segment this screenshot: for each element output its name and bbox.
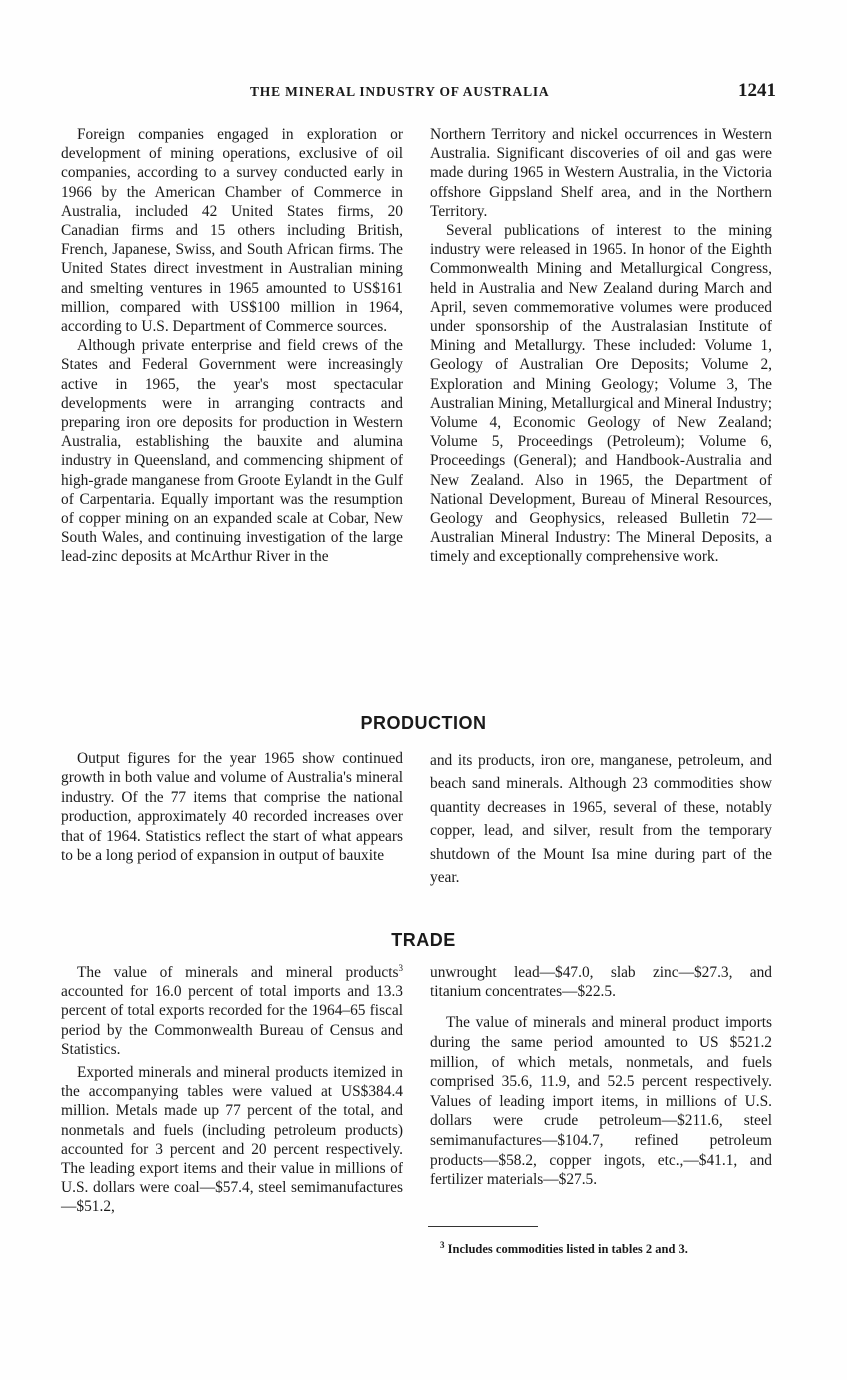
paragraph: Exported minerals and mineral products itemized in the accompanying tables were valued at US$384.4 million. Metals made up 77 percent of the total, and nonmetals and fuels (including petroleum products) accounted for 3 percent and 20 percent respectively. The leading export items and their value in millions of U.S. dollars were coal—$57.4, steel semimanufactures—$51.2, — [61, 1064, 403, 1216]
paragraph: and its products, iron ore, manganese, petroleum, and beach sand minerals. Although 23 commodities show quantity decreases in 1965, several of these, notably copper, lead, and silver, result from the temporary shutdown of the Mount Isa mine during part of the year. — [430, 752, 772, 887]
paragraph — [61, 963, 403, 1059]
production-right-column — [430, 749, 772, 889]
paragraph: Output figures for the year 1965 show continued growth in both value and volume of Australia's mineral industry. Of the 77 items that comprise the national production, approximately 40 recorded increases over that of 1964. Statistics reflect the start of what appears to be a long period of expansion in output of bauxite — [61, 750, 403, 865]
production-left-column — [61, 749, 403, 865]
paragraph: Several publications of interest to the mining industry were released in 1965. In honor of the Eighth Commonwealth Mining and Metallurgical Congress, held in Australia and New Zealand during March and April, seven commemorative volumes were produced under sponsorship of the Australasian Institute of Mining and Metallurgy. These included: Volume 1, Geology of Australian Ore Deposits; Volume 2, Exploration and Mining Geology; Volume 3, The Australian Mining, Metallurgical and Mineral Industry; Volume 4, Economic Geology of New Zealand; Volume 5, Proceedings (Petroleum); Volume 6, Proceedings (General); and Handbook-Australia and New Zealand. Also in 1965, the Department of National Development, Bureau of Mineral Resources, Geology and Geophysics, released Bulletin 72—Australian Mineral Industry: The Mineral Deposits, a timely and exceptionally comprehensive work. — [430, 222, 772, 566]
text-span: The value of minerals and mineral products — [77, 964, 399, 981]
footnote-rule — [428, 1226, 538, 1227]
trade-right-column — [430, 963, 772, 1190]
section-heading-trade: TRADE — [391, 930, 456, 950]
footnote-text: Includes commodities listed in tables 2 and 3. — [444, 1242, 688, 1256]
intro-left-column — [61, 125, 403, 567]
page-number: 1241 — [738, 80, 776, 101]
paragraph: Although private enterprise and field crews of the States and Federal Government were increasingly active in 1965, the year's most spectacular developments were in arranging contracts and preparing iron ore deposits for production in Western Australia, establishing the bauxite and alumina industry in Queensland, and commencing shipment of high-grade manganese from Groote Eylandt in the Gulf of Carpentaria. Equally important was the resumption of copper mining on an expanded scale at Cobar, New South Wales, and continuing investigation of the large lead-zinc deposits at McArthur River in the — [61, 337, 403, 566]
intro-right-column — [430, 125, 772, 567]
running-head — [0, 80, 847, 104]
text-span: accounted for 16.0 percent of total imports and 13.3 percent of total exports recorded for the 1964–65 fiscal period by the Commonwealth Bureau of Census and Statistics. — [61, 983, 403, 1058]
trade-left-column — [61, 963, 403, 1217]
footnote — [440, 1239, 800, 1257]
paragraph: Foreign companies engaged in exploration or development of mining operations, exclusive of oil companies, according to a survey conducted early in 1966 by the American Chamber of Commerce in Australia, included 42 United States firms, 20 Canadian firms and 15 others including British, French, Japanese, Swiss, and South African firms. The United States direct investment in Australian mining and smelting ventures in 1965 amounted to US$161 million, compared with US$100 million in 1964, according to U.S. Department of Commerce sources. — [61, 126, 403, 336]
paragraph: Northern Territory and nickel occurrences in Western Australia. Significant discoveries of oil and gas were made during 1965 in Western Australia, in the Victoria offshore Gippsland Shelf area, and in the Northern Territory. — [430, 126, 772, 220]
running-title: THE MINERAL INDUSTRY OF AUSTRALIA — [250, 84, 550, 99]
section-heading-production: PRODUCTION — [360, 713, 487, 733]
paragraph: The value of minerals and mineral product imports during the same period amounted to US $521.2 million, of which metals, nonmetals, and fuels comprised 35.6, 11.9, and 52.5 percent respectively. Values of leading import items, in millions of U.S. dollars were crude petroleum—$211.6, steel semimanufactures—$104.7, refined petroleum products—$58.2, copper ingots, etc.,—$41.1, and fertilizer materials—$27.5. — [430, 1014, 772, 1189]
footnote-marker: 3 — [440, 1239, 445, 1250]
paragraph: unwrought lead—$47.0, slab zinc—$27.3, and titanium concentrates—$22.5. — [430, 964, 772, 1001]
footnote-ref: 3 — [398, 962, 403, 973]
